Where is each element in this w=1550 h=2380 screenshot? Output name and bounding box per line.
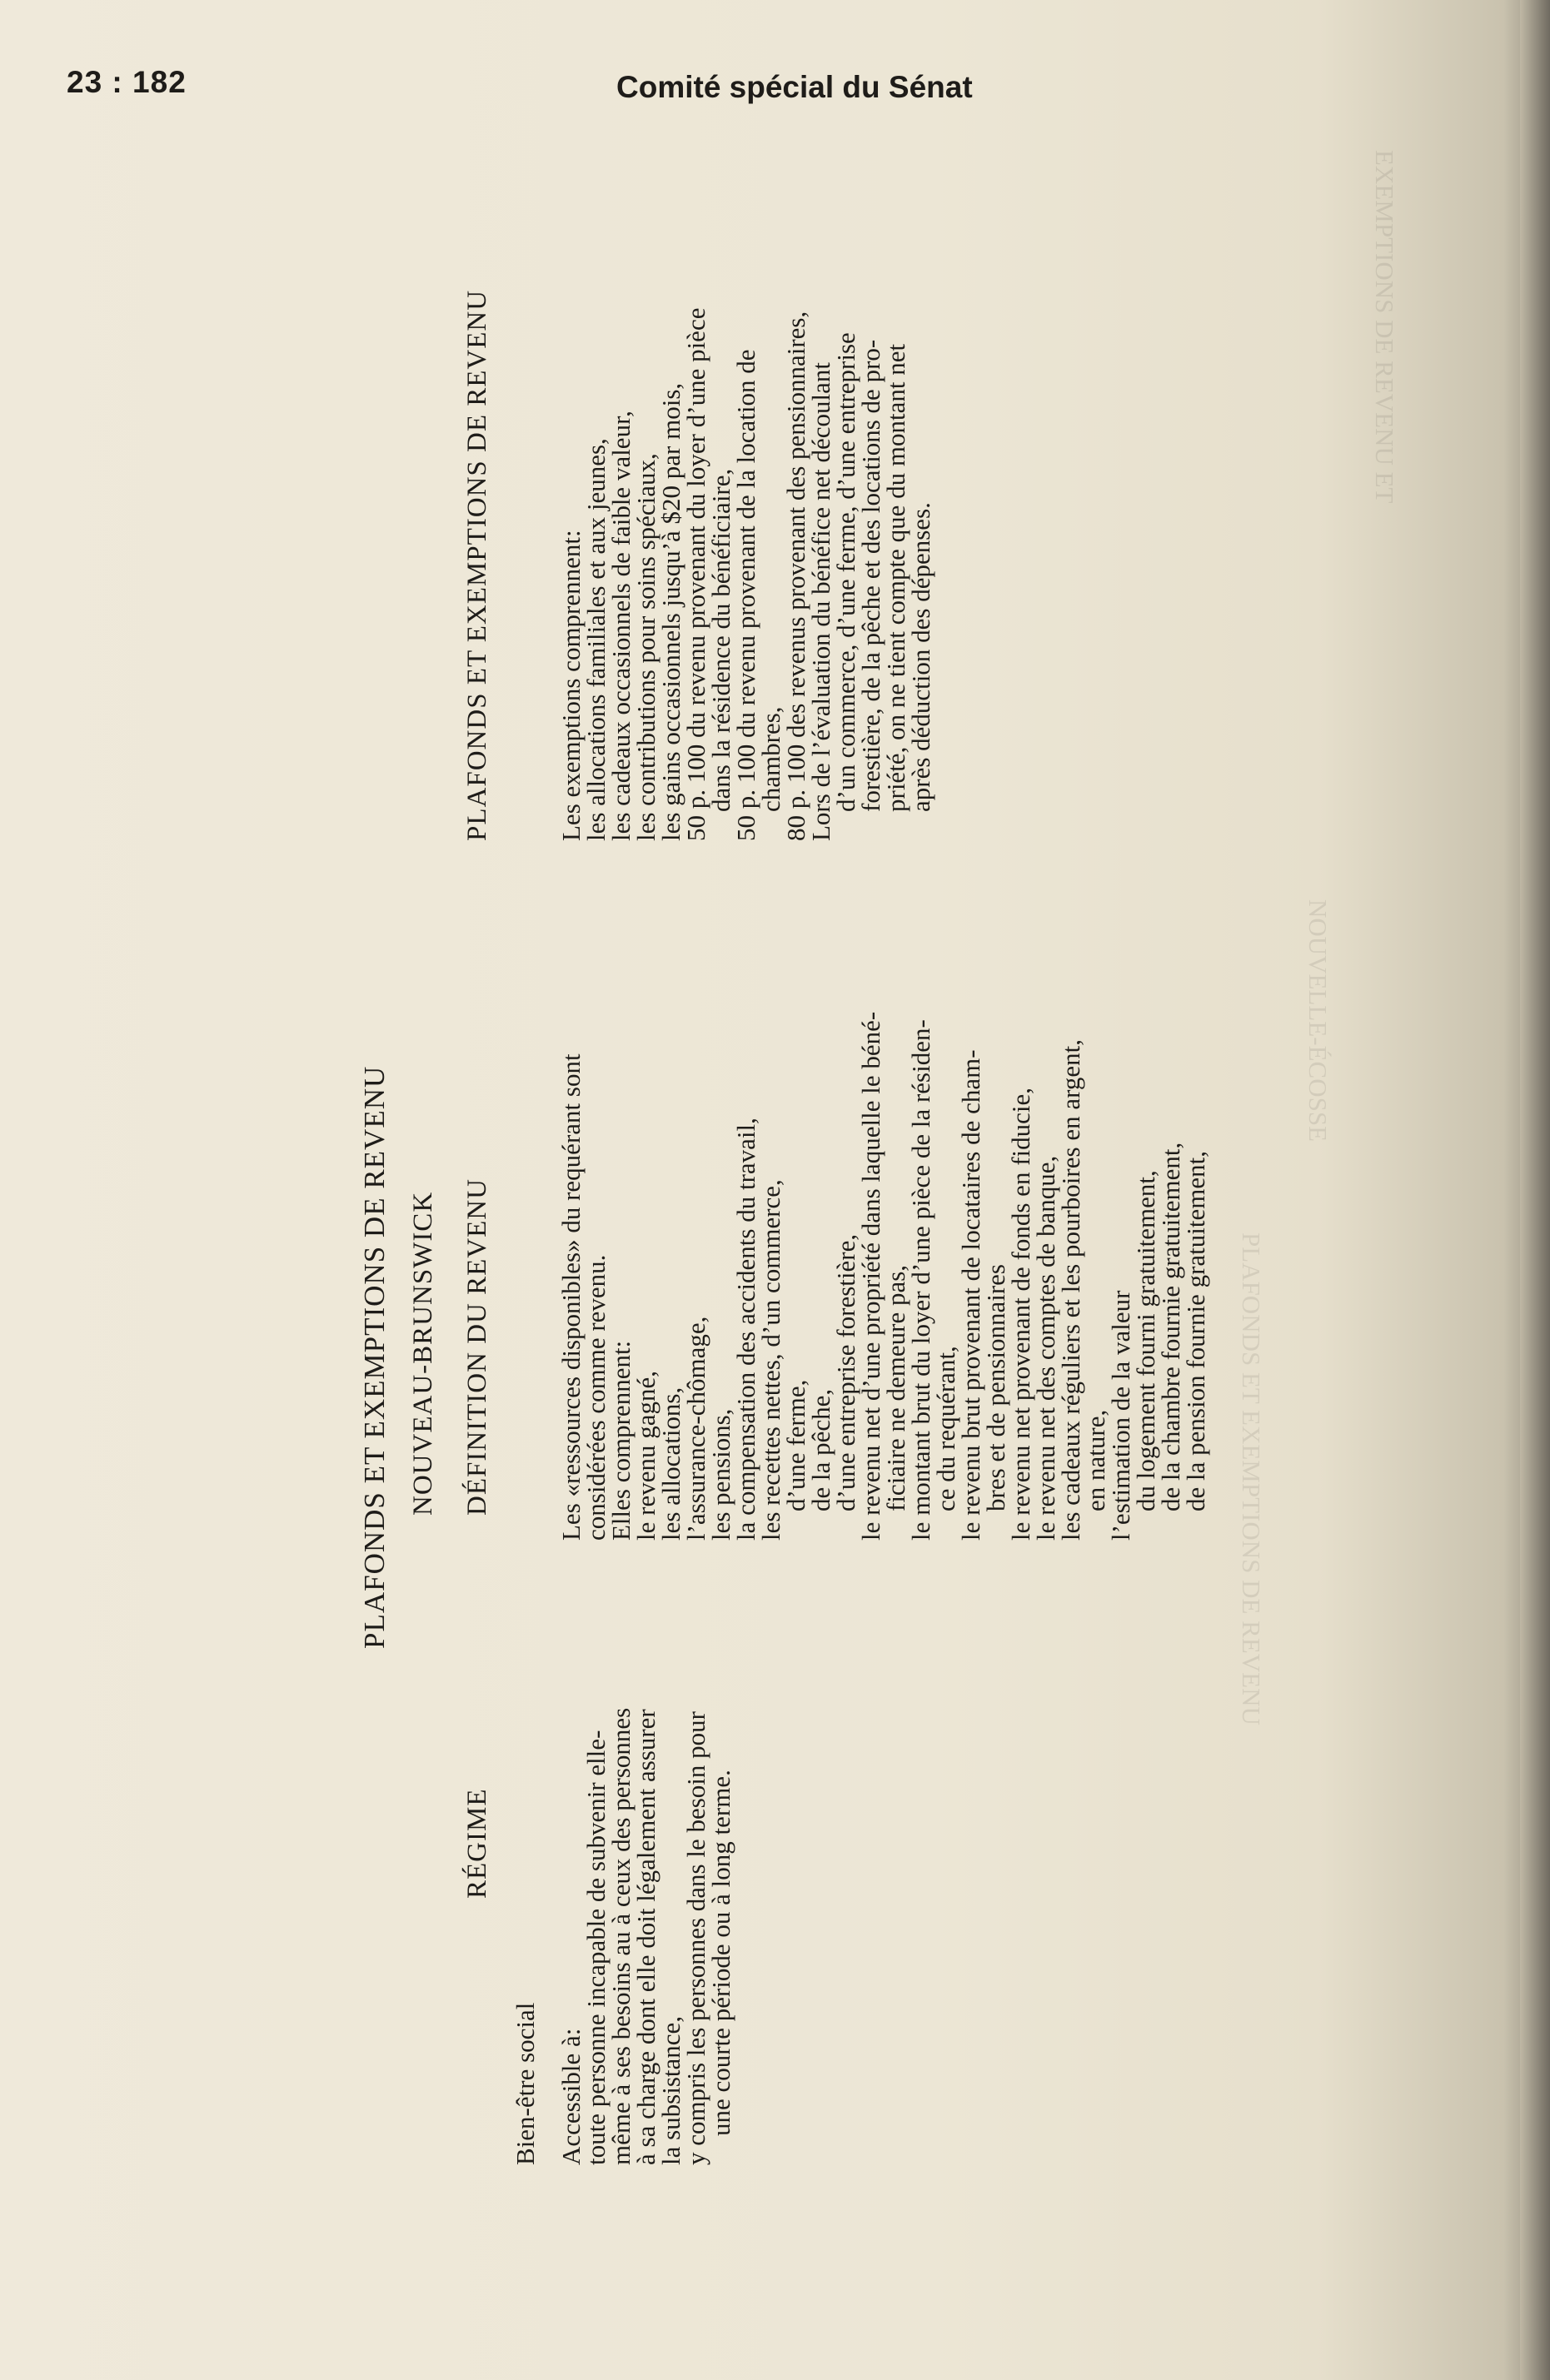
definition-line: le revenu net provenant de fonds en fiducie, xyxy=(1006,1087,1035,1541)
definition-line: d’une entreprise forestière, xyxy=(831,1233,860,1511)
definition-line: la compensation des accidents du travail, xyxy=(731,1118,760,1541)
definition-line: ficiaire ne demeure pas, xyxy=(881,1264,910,1511)
plafonds-line: forestière, de la pêche et des locations de pro- xyxy=(856,339,885,812)
main-heading: PLAFONDS ET EXEMPTIONS DE REVENU xyxy=(358,1065,391,1649)
regime-line: à sa charge dont elle doit légalement assurer xyxy=(631,1709,660,2165)
definition-line: les recettes nettes, d’un commerce, xyxy=(756,1179,785,1541)
definition-line: le revenu net des comptes de banque, xyxy=(1031,1155,1060,1541)
definition-line: Les «ressources disponibles» du requérant sont xyxy=(556,1053,586,1541)
plafonds-line: les allocations familiales et aux jeunes, xyxy=(581,438,611,841)
plafonds-line: chambres, xyxy=(756,706,785,812)
definition-line: le revenu brut provenant de locataires de cham- xyxy=(956,1049,985,1541)
definition-line: l’assurance-chômage, xyxy=(681,1316,710,1541)
definition-heading: DÉFINITION DU REVENU xyxy=(462,1178,492,1516)
regime-line: une courte période ou à long terme. xyxy=(706,1770,735,2136)
plafonds-line: d’un commerce, d’une ferme, d’une entreprise xyxy=(831,332,860,812)
regime-line: la subsistance, xyxy=(656,2015,685,2165)
regime-title: Bien-être social xyxy=(511,2002,540,2165)
plafonds-line: priété, on ne tient compte que du montant net xyxy=(881,343,910,812)
definition-line: de la pêche, xyxy=(806,1388,835,1511)
plafonds-line: après déduction des dépenses. xyxy=(906,502,935,812)
definition-line: de la pension fournie gratuitement, xyxy=(1181,1150,1210,1511)
plafonds-heading: PLAFONDS ET EXEMPTIONS DE REVENU xyxy=(462,289,492,841)
definition-line: ce du requérant, xyxy=(931,1346,960,1511)
plafonds-line: dans la résidence du bénéficiaire, xyxy=(706,468,735,812)
regime-line: y compris les personnes dans le besoin pour xyxy=(681,1711,710,2165)
regime-line: toute personne incapable de subvenir elle- xyxy=(581,1730,611,2165)
definition-line: les allocations, xyxy=(656,1387,685,1541)
plafonds-line: Les exemptions comprennent: xyxy=(556,530,586,841)
definition-line: le montant brut du loyer d’une pièce de la résiden- xyxy=(906,1019,935,1541)
plafonds-line: 50 p. 100 du revenu provenant du loyer d’une pièce xyxy=(681,307,710,841)
plafonds-line: 80 p. 100 des revenus provenant des pensionnaires, xyxy=(781,311,810,841)
definition-line: de la chambre fournie gratuitement, xyxy=(1156,1142,1185,1511)
definition-line: le revenu gagné, xyxy=(631,1371,660,1541)
definition-line: d’une ferme, xyxy=(781,1379,810,1511)
definition-line: le revenu net d’une propriété dans laquelle le béné- xyxy=(856,1011,885,1541)
definition-line: l’estimation de la valeur xyxy=(1106,1290,1135,1541)
definition-line: du logement fourni gratuitement, xyxy=(1131,1170,1160,1511)
definition-line: bres et de pensionnaires xyxy=(981,1264,1010,1511)
definition-line: les pensions, xyxy=(706,1408,735,1541)
definition-line: considérées comme revenu. xyxy=(581,1254,611,1541)
plafonds-line: Lors de l’évaluation du bénéfice net découlant xyxy=(806,362,835,841)
plafonds-line: les cadeaux occasionnels de faible valeur, xyxy=(606,411,635,841)
regime-line: même à ses besoins au à ceux des personnes xyxy=(606,1707,635,2165)
running-title: Comité spécial du Sénat xyxy=(616,70,973,104)
plafonds-line: les contributions pour soins spéciaux, xyxy=(631,453,660,841)
plafonds-line: 50 p. 100 du revenu provenant de la location de xyxy=(731,349,760,841)
province-heading: NOUVEAU-BRUNSWICK xyxy=(408,1191,438,1516)
definition-line: en nature, xyxy=(1081,1409,1110,1511)
regime-heading: RÉGIME xyxy=(462,1788,492,1899)
plafonds-line: les gains occasionnels jusqu’à $20 par mois, xyxy=(656,382,685,841)
rotated-table xyxy=(316,0,1550,2165)
page-number: 23 : 182 xyxy=(67,65,187,99)
definition-line: Elles comprennent: xyxy=(606,1340,635,1541)
definition-line: les cadeaux réguliers et les pourboires en argent, xyxy=(1056,1039,1085,1541)
regime-line: Accessible à: xyxy=(556,2028,586,2165)
